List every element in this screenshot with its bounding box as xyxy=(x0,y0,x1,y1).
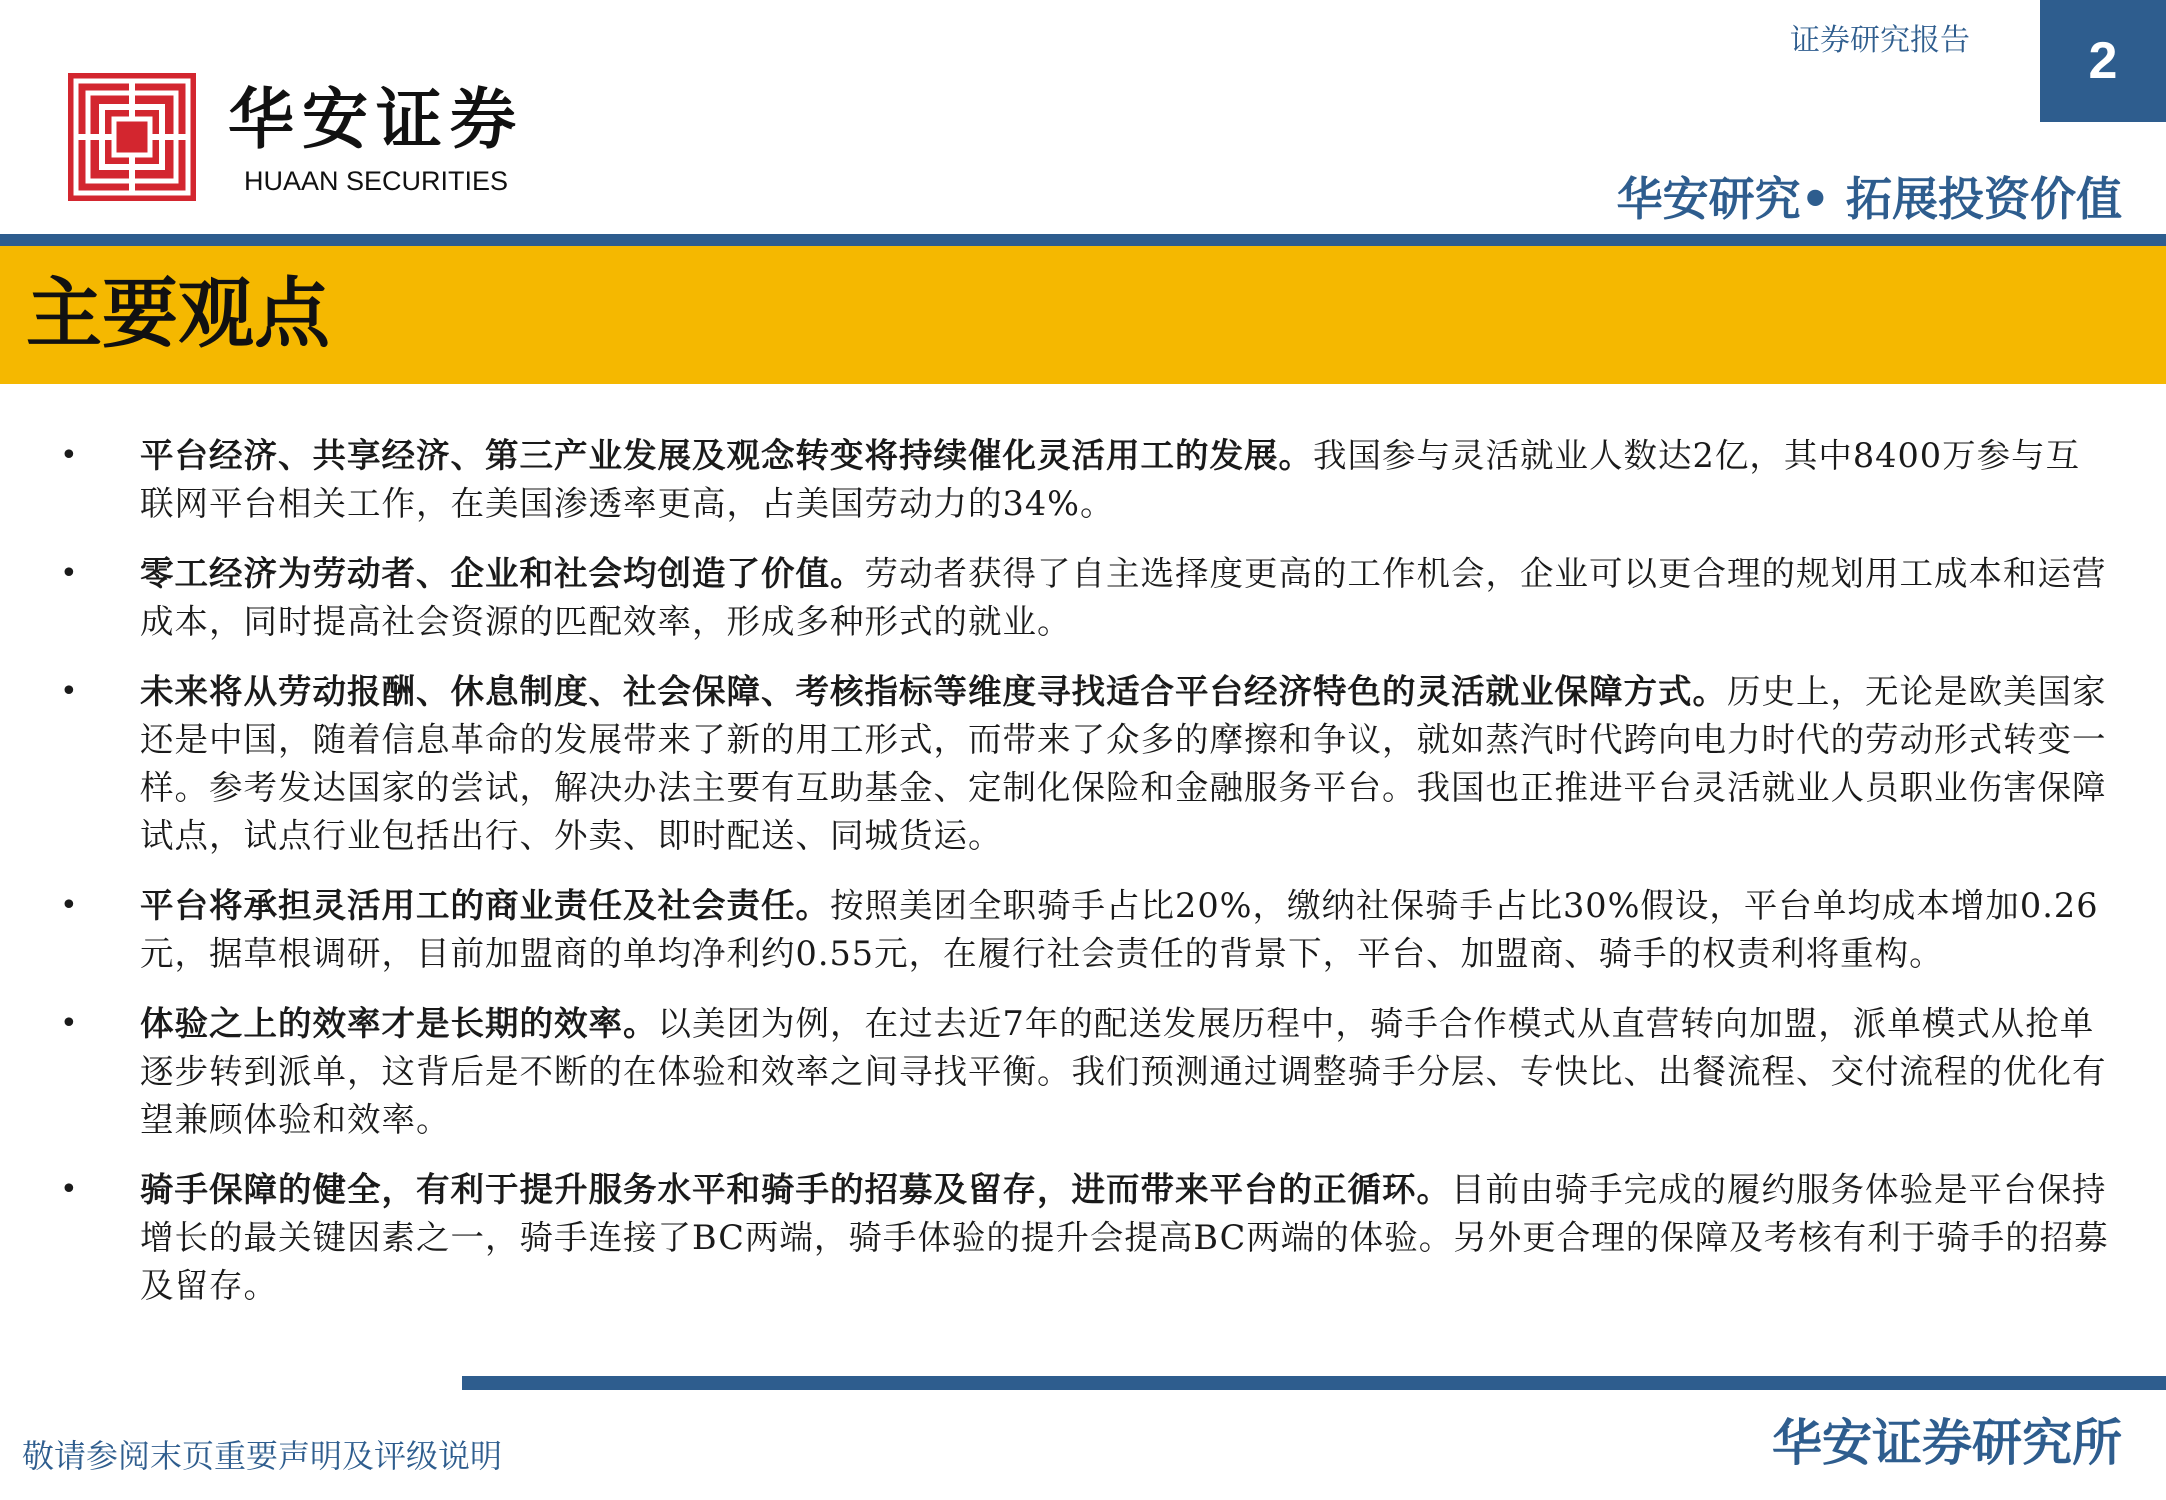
key-points-list xyxy=(60,432,2110,1332)
bullet-icon: • xyxy=(60,1172,79,1207)
footer-divider xyxy=(462,1376,2166,1390)
key-point-body: 按照美团全职骑手占比20%，缴纳社保骑手占比30%假设，平台单均成本增加0.26元，据草根调研，目前加盟商的单均净利约0.55元，在履行社会责任的背景下，平台、加盟商、骑手的权责利将重构。 xyxy=(140,886,2099,973)
key-point-body: 我国参与灵活就业人数达2亿，其中8400万参与互联网平台相关工作，在美国渗透率更高，占美国劳动力的34%。 xyxy=(140,436,2081,523)
section-title: 主要观点 xyxy=(26,269,330,358)
key-point-headline: 零工经济为劳动者、企业和社会均创造了价值。 xyxy=(140,554,865,593)
key-point xyxy=(60,668,2110,860)
key-point-headline: 骑手保障的健全，有利于提升服务水平和骑手的招募及留存，进而带来平台的正循环。 xyxy=(140,1170,1451,1209)
header-slogan: 华安研究• 拓展投资价值 xyxy=(1616,172,2122,226)
report-type-label: 证券研究报告 xyxy=(1790,23,1970,58)
key-point xyxy=(60,1166,2110,1310)
bullet-icon: • xyxy=(60,674,79,709)
key-point-body: 劳动者获得了自主选择度更高的工作机会，企业可以更合理的规划用工成本和运营成本，同时提高社会资源的匹配效率，形成多种形式的就业。 xyxy=(140,554,2107,641)
huaan-logo-icon xyxy=(68,73,196,201)
key-point-headline: 未来将从劳动报酬、休息制度、社会保障、考核指标等维度寻找适合平台经济特色的灵活就业保障方式。 xyxy=(140,672,1727,711)
key-point-headline: 平台经济、共享经济、第三产业发展及观念转变将持续催化灵活用工的发展。 xyxy=(140,436,1313,475)
key-point-headline: 平台将承担灵活用工的商业责任及社会责任。 xyxy=(140,886,830,925)
bullet-icon: • xyxy=(60,556,79,591)
key-point-body: 以美团为例，在过去近7年的配送发展历程中，骑手合作模式从直营转向加盟，派单模式从抢单逐步转到派单，这背后是不断的在体验和效率之间寻找平衡。我们预测通过调整骑手分层、专快比、出餐流程、交付流程的优化有望兼顾体验和效率。 xyxy=(140,1004,2107,1139)
footer-brand: 华安证券研究所 xyxy=(1772,1414,2122,1472)
key-point-body: 目前由骑手完成的履约服务体验是平台保持增长的最关键因素之一，骑手连接了BC两端，骑手体验的提升会提高BC两端的体验。另外更合理的保障及考核有利于骑手的招募及留存。 xyxy=(140,1170,2109,1305)
key-point xyxy=(60,550,2110,646)
key-point xyxy=(60,432,2110,528)
key-point-headline: 体验之上的效率才是长期的效率。 xyxy=(140,1004,658,1043)
bullet-icon: • xyxy=(60,438,79,473)
key-point xyxy=(60,1000,2110,1144)
header-divider xyxy=(0,234,2166,246)
key-point-body: 历史上，无论是欧美国家还是中国，随着信息革命的发展带来了新的用工形式，而带来了众多的摩擦和争议，就如蒸汽时代跨向电力时代的劳动形式转变一样。参考发达国家的尝试，解决办法主要有互助基金、定制化保险和金融服务平台。我国也正推进平台灵活就业人员职业伤害保障试点，试点行业包括出行、外卖、即时配送、同城货运。 xyxy=(140,672,2107,855)
page-number: 2 xyxy=(2040,0,2166,122)
key-point xyxy=(60,882,2110,978)
bullet-icon: • xyxy=(60,888,79,923)
bullet-icon: • xyxy=(60,1006,79,1041)
brand-name-en: HUAAN SECURITIES xyxy=(244,166,509,196)
brand-name-cn: 华安证券 xyxy=(228,80,524,158)
footer-disclaimer: 敬请参阅末页重要声明及评级说明 xyxy=(22,1437,503,1475)
